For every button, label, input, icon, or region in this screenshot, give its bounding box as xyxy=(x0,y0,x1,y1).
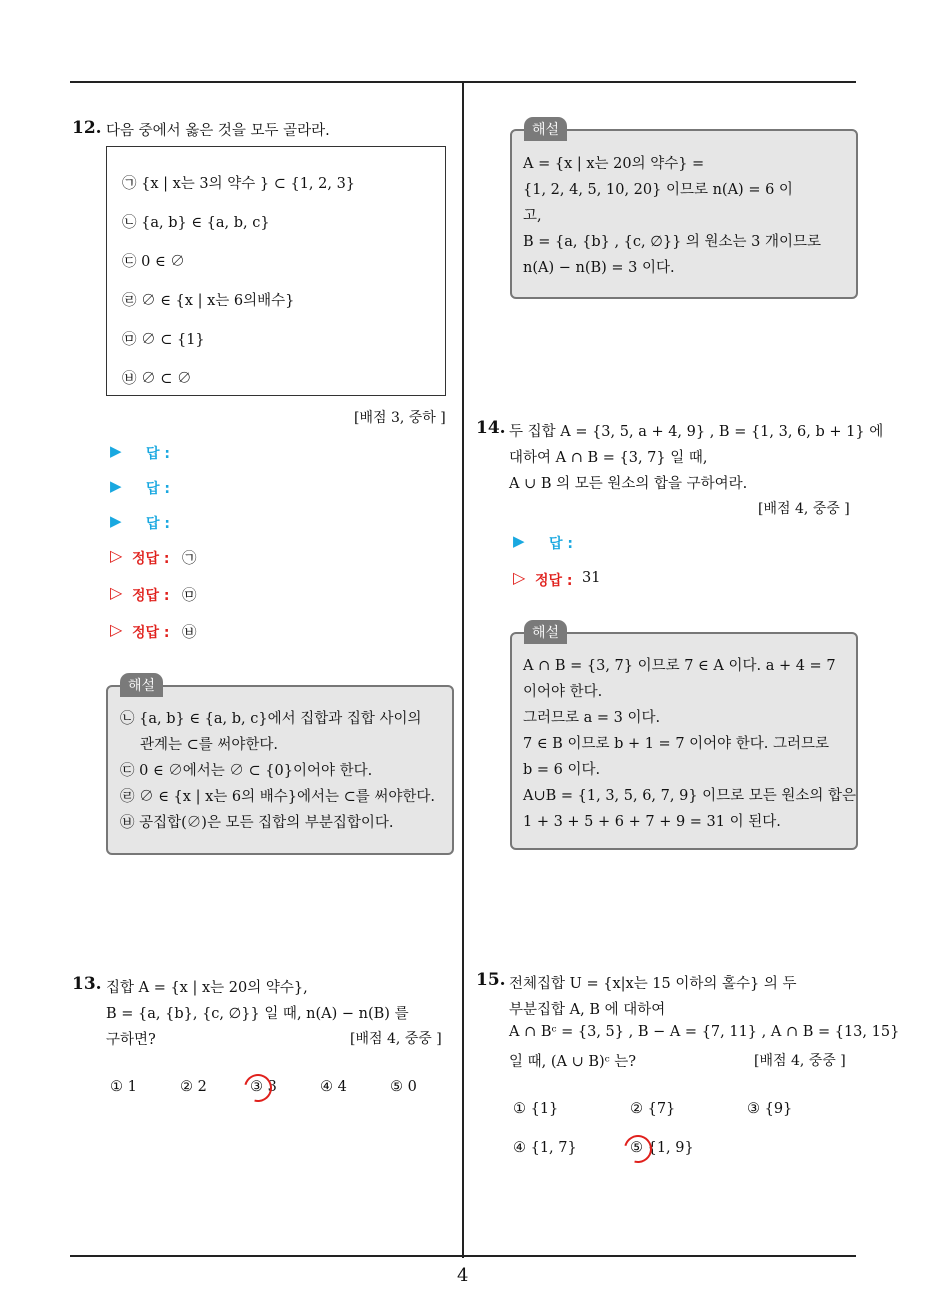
q12-correct-value-3: ㉥ xyxy=(182,625,197,641)
bottom-rule xyxy=(70,1255,856,1257)
q12-score: [배점 3, 중하 ] xyxy=(354,410,446,426)
q12-correct-label-2: 정답 : xyxy=(132,588,170,604)
q14-line-2: 대하여 A ∩ B = {3, 7} 일 때, xyxy=(509,450,708,466)
q13-explanation-tag: 해설 xyxy=(524,117,567,141)
q14-expl-line-2: 이어야 한다. xyxy=(523,684,603,700)
q14-correct-value: 31 xyxy=(582,570,601,586)
q15-selected-mark xyxy=(619,1130,657,1168)
q13-selected-mark xyxy=(239,1069,277,1107)
q13-expl-line-3: 고, xyxy=(523,208,542,224)
q14-answer-label: 답 : xyxy=(549,536,573,552)
q12-expl-line-4: ㉣ ∅ ∈ {x | x는 6의 배수}에서는 ⊂를 써야한다. xyxy=(120,789,435,805)
q13-line-3: 구하면? xyxy=(106,1032,156,1048)
q15-choice-1[interactable]: ① {1} xyxy=(513,1101,559,1117)
q15-number: 15. xyxy=(476,970,506,990)
q12-item-5: ㉤ ∅ ⊂ {1} xyxy=(122,332,205,348)
q12-item-6: ㉥ ∅ ⊂ ∅ xyxy=(122,371,192,387)
q14-expl-line-6: A∪B = {1, 3, 5, 6, 7, 9} 이므로 모든 원소의 합은 xyxy=(523,788,857,804)
q15-line-1: 전체집합 U = {x|x는 15 이하의 홀수} 의 두 xyxy=(509,976,797,992)
q12-correct-value-2: ㉤ xyxy=(182,588,197,604)
q13-expl-line-5: n(A) − n(B) = 3 이다. xyxy=(523,260,675,276)
answer-arrow-icon: ▶ xyxy=(513,532,525,550)
q12-correct-label-3: 정답 : xyxy=(132,625,170,641)
q13-choice-5[interactable]: ⑤ 0 xyxy=(390,1079,417,1095)
correct-arrow-icon: ▷ xyxy=(110,620,123,639)
q12-answer-label-1: 답 : xyxy=(146,446,170,462)
q15-score: [배점 4, 중중 ] xyxy=(754,1053,846,1069)
q13-line-1: 집합 A = {x | x는 20의 약수}, xyxy=(106,980,308,996)
q12-expl-line-1: ㉡ {a, b} ∈ {a, b, c}에서 집합과 집합 사이의 xyxy=(120,711,422,727)
q14-correct-label: 정답 : xyxy=(535,573,573,589)
q13-line-2: B = {a, {b}, {c, ∅}} 일 때, n(A) − n(B) 를 xyxy=(106,1006,409,1022)
q15-line-2: 부분집합 A, B 에 대하여 xyxy=(509,1002,666,1018)
q12-item-2: ㉡ {a, b} ∈ {a, b, c} xyxy=(122,215,270,231)
q14-expl-line-7: 1 + 3 + 5 + 6 + 7 + 9 = 31 이 된다. xyxy=(523,814,781,830)
correct-arrow-icon: ▷ xyxy=(110,546,123,565)
q13-choice-2[interactable]: ② 2 xyxy=(180,1079,207,1095)
q13-number: 13. xyxy=(72,974,102,994)
answer-arrow-icon: ▶ xyxy=(110,442,122,460)
q12-item-4: ㉣ ∅ ∈ {x | x는 6의배수} xyxy=(122,293,295,309)
q13-expl-line-2: {1, 2, 4, 5, 10, 20} 이므로 n(A) = 6 이 xyxy=(523,182,793,198)
q14-expl-line-1: A ∩ B = {3, 7} 이므로 7 ∈ A 이다. a + 4 = 7 xyxy=(523,658,836,674)
q12-item-1: ㉠ {x | x는 3의 약수 } ⊂ {1, 2, 3} xyxy=(122,176,356,192)
q14-score: [배점 4, 중중 ] xyxy=(758,501,850,517)
q13-expl-line-1: A = {x | x는 20의 약수} = xyxy=(523,156,705,172)
q12-item-3: ㉢ 0 ∈ ∅ xyxy=(122,254,185,270)
q14-number: 14. xyxy=(476,418,506,438)
q12-prompt: 다음 중에서 옳은 것을 모두 골라라. xyxy=(106,123,330,139)
q12-expl-line-5: ㉥ 공집합(∅)은 모든 집합의 부분집합이다. xyxy=(120,815,394,831)
q12-correct-label-1: 정답 : xyxy=(132,551,170,567)
q15-choice-3[interactable]: ③ {9} xyxy=(747,1101,793,1117)
q14-explanation-tag: 해설 xyxy=(524,620,567,644)
q12-expl-line-3: ㉢ 0 ∈ ∅에서는 ∅ ⊂ {0}이어야 한다. xyxy=(120,763,373,779)
q13-choice-1[interactable]: ① 1 xyxy=(110,1079,137,1095)
q12-answer-label-2: 답 : xyxy=(146,481,170,497)
column-divider xyxy=(462,82,464,1258)
correct-arrow-icon: ▷ xyxy=(513,568,526,587)
q15-line-3: A ∩ Bᶜ = {3, 5} , B − A = {7, 11} , A ∩ B = {13, 15} xyxy=(509,1024,900,1040)
q13-expl-line-4: B = {a, {b} , {c, ∅}} 의 원소는 3 개이므로 xyxy=(523,234,822,250)
q15-line-4: 일 때, (A ∪ B)ᶜ 는? xyxy=(509,1054,637,1070)
q15-choice-2[interactable]: ② {7} xyxy=(630,1101,676,1117)
q12-answer-label-3: 답 : xyxy=(146,516,170,532)
q14-expl-line-5: b = 6 이다. xyxy=(523,762,601,778)
answer-arrow-icon: ▶ xyxy=(110,477,122,495)
q13-choice-4[interactable]: ④ 4 xyxy=(320,1079,347,1095)
page-number: 4 xyxy=(457,1265,469,1286)
answer-arrow-icon: ▶ xyxy=(110,512,122,530)
q12-expl-line-2: 관계는 ⊂를 써야한다. xyxy=(140,737,279,753)
q13-choice-3[interactable]: ③ 3 xyxy=(250,1079,277,1095)
q14-expl-line-4: 7 ∈ B 이므로 b + 1 = 7 이어야 한다. 그러므로 xyxy=(523,736,830,752)
q13-score: [배점 4, 중중 ] xyxy=(350,1031,442,1047)
q12-explanation-tag: 해설 xyxy=(120,673,163,697)
q15-choice-4[interactable]: ④ {1, 7} xyxy=(513,1140,577,1156)
q12-correct-value-1: ㉠ xyxy=(182,551,197,567)
q14-line-3: A ∪ B 의 모든 원소의 합을 구하여라. xyxy=(509,476,748,492)
correct-arrow-icon: ▷ xyxy=(110,583,123,602)
q14-line-1: 두 집합 A = {3, 5, a + 4, 9} , B = {1, 3, 6, b + 1} 에 xyxy=(509,424,884,440)
q14-expl-line-3: 그러므로 a = 3 이다. xyxy=(523,710,661,726)
q12-number: 12. xyxy=(72,118,102,138)
q15-choice-5[interactable]: ⑤ {1, 9} xyxy=(630,1140,694,1156)
